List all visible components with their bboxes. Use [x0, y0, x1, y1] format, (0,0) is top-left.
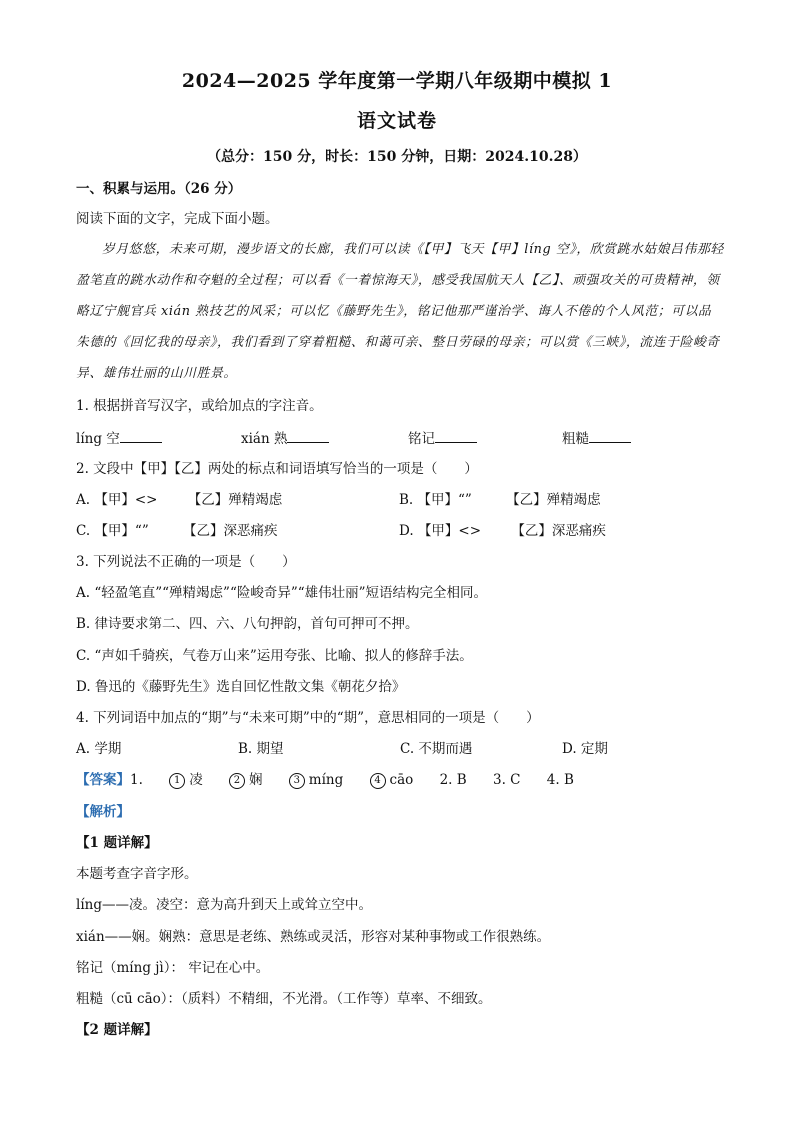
analysis-line: xián——娴。娴熟：意思是老练、熟练或灵活，形容对某种事物或工作很熟练。 — [76, 929, 551, 945]
exam-subtitle: 语文试卷 — [356, 110, 437, 132]
q4-option-c: C. 不期而遇 — [400, 741, 473, 757]
answer-blank[interactable] — [287, 428, 329, 443]
answer-tag: 【答案】 — [76, 772, 130, 788]
q3-stem: 3. 下列说法不正确的一项是（ ） — [76, 554, 296, 570]
answer-item: 2. B — [439, 772, 467, 788]
q1-item-label: líng 空 — [76, 431, 120, 447]
q3-option-a: A. “轻盈笔直”“殚精竭虑”“险峻奇异”“雄伟壮丽”短语结构完全相同。 — [76, 585, 488, 601]
answer-item: 2 娴 — [229, 772, 263, 788]
q1-item-2 — [241, 428, 329, 449]
q2-option-b: B. 【甲】“” 【乙】殚精竭虑 — [399, 492, 601, 508]
q4-option-a: A. 学期 — [76, 741, 122, 757]
analysis-line: 粗糙（cū cāo）：（质料）不精细，不光滑。（工作等）草率、不细致。 — [76, 991, 492, 1007]
q3-option-d: D. 鲁迅的《藤野先生》选自回忆性散文集《朝花夕拾》 — [76, 679, 406, 695]
q1-item-label: 粗糙 — [562, 431, 589, 447]
q2-option-d: D. 【甲】<> 【乙】深恶痛疾 — [399, 523, 606, 539]
analysis-line: 铭记（míng jì）： 牢记在心中。 — [76, 960, 270, 976]
answer-item: 3 míng — [289, 772, 343, 788]
answer-blank[interactable] — [435, 428, 477, 443]
q4-option-d: D. 定期 — [562, 741, 608, 757]
reading-passage: 岁月悠悠，未来可期，漫步语文的长廊，我们可以读《【甲】飞天【甲】líng 空》，欣赏跳水姑娘吕伟那轻盈笔直的跳水动作和夺魁的全过程；可以看《一着惊海天》，感受我国航天人【乙】、顽强攻关的可贵精神，领略辽宁舰官兵 xián 熟技艺的风采；可以忆《藤野先生》，铭记他那严谨治学、诲人不倦的个人风范；可以品朱德的《回忆我的母亲》，我们看到了穿着粗糙、和蔼可亲、整日劳碌的母亲；可以赏《三峡》，流连于险峻奇异、雄伟壮丽的山川胜景。 — [76, 242, 724, 381]
q4-option-b: B. 期望 — [238, 741, 284, 757]
q1-item-1 — [76, 428, 162, 449]
answer-item: 4 cāo — [370, 772, 414, 788]
q1-item-label: 铭记 — [408, 431, 435, 447]
exam-info: （总分：150 分，时长：150 分钟，日期：2024.10.28） — [207, 149, 587, 165]
q1-stem: 1. 根据拼音写汉字，或给加点的字注音。 — [76, 398, 323, 414]
q1-analysis-intro: 本题考查字音字形。 — [76, 866, 198, 882]
q2-analysis-heading: 【2 题详解】 — [76, 1022, 158, 1038]
exam-title: 2024—2025 学年度第一学期八年级期中模拟 1 — [181, 70, 613, 92]
section-heading: 一、积累与运用。（26 分） — [76, 181, 242, 197]
answer-blank[interactable] — [120, 428, 162, 443]
q1-item-4 — [562, 428, 631, 449]
answer-item: 3. C — [492, 772, 521, 788]
q2-option-a: A. 【甲】<> 【乙】殚精竭虑 — [76, 492, 283, 508]
q1-item-label: xián 熟 — [241, 431, 288, 447]
answer-item: 1 凌 — [169, 772, 203, 788]
q2-option-c: C. 【甲】“” 【乙】深恶痛疾 — [76, 523, 278, 539]
q3-option-b: B. 律诗要求第二、四、六、八句押韵，首句可押可不押。 — [76, 616, 419, 632]
q1-item-3 — [408, 428, 477, 449]
analysis-tag: 【解析】 — [76, 804, 130, 820]
q3-option-c: C. “声如千骑疾，气卷万山来”运用夸张、比喻、拟人的修辞手法。 — [76, 648, 473, 664]
answer-item: 4. B — [546, 772, 574, 788]
answer-blank[interactable] — [589, 428, 631, 443]
answer-row: 【答案】1. 1 凌 2 娴 3 míng 4 cāo 2. B 3. C 4. B — [76, 772, 574, 788]
analysis-line: líng——凌。凌空：意为高升到天上或耸立空中。 — [76, 897, 372, 913]
q4-stem: 4. 下列词语中加点的“期”与“未来可期”中的“期”，意思相同的一项是（ ） — [76, 710, 540, 726]
q1-analysis-heading: 【1 题详解】 — [76, 835, 158, 851]
reading-instruction: 阅读下面的文字，完成下面小题。 — [76, 211, 279, 227]
q2-stem: 2. 文段中【甲】【乙】两处的标点和词语填写恰当的一项是（ ） — [76, 461, 478, 477]
